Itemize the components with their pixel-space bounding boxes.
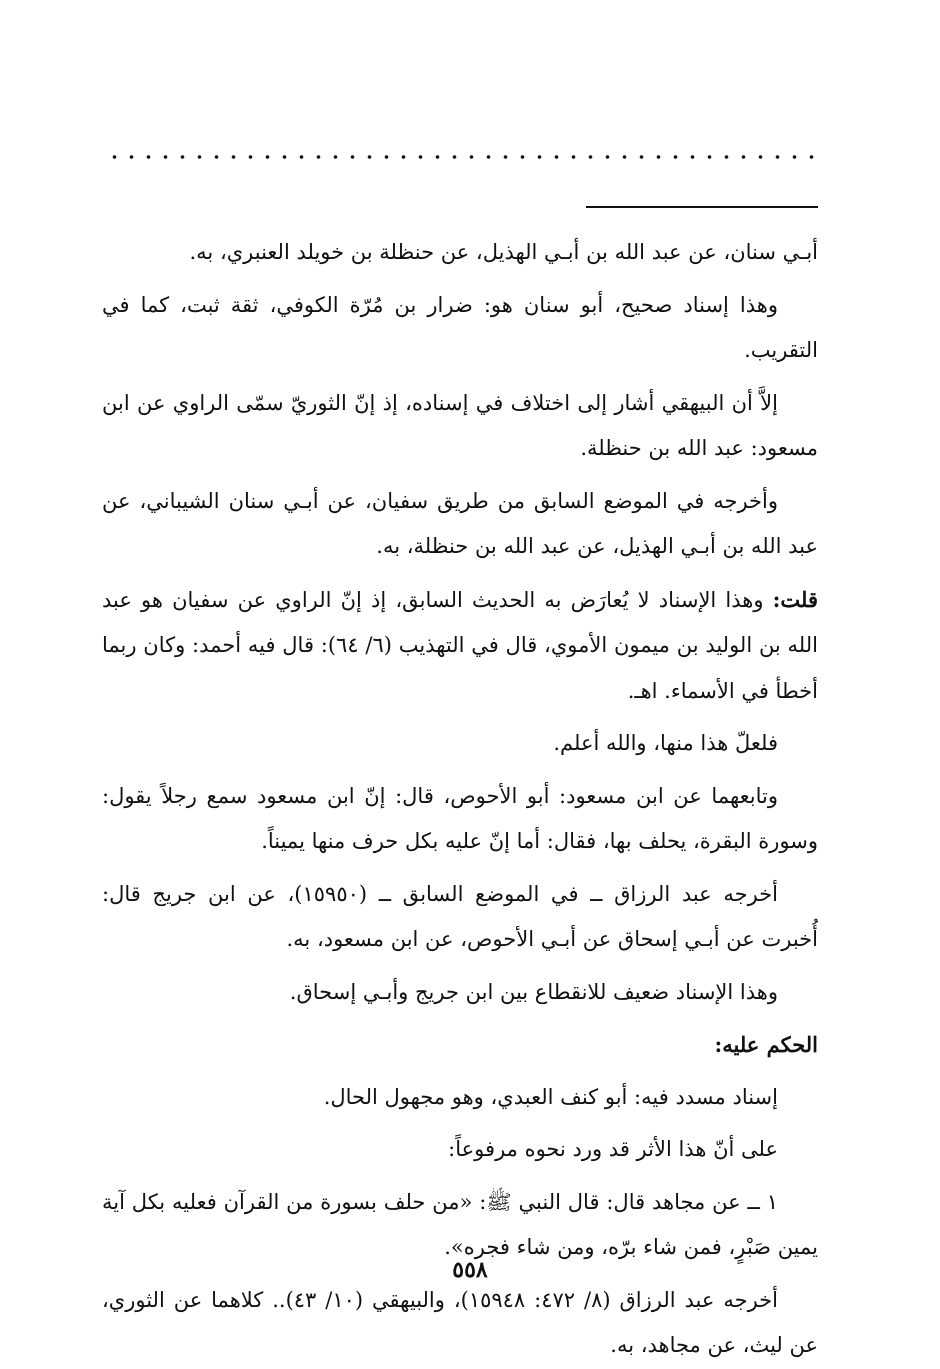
paragraph-14: أخرجه عبد الرزاق (٨/ ٤٧٢: ١٥٩٤٨)، والبيهقي (١٠/ ٤٣).. كلاهما عن الثوري، عن ليث، عن مجاهد، به. (102, 1287, 818, 1357)
paragraph-7: وتابعهما عن ابن مسعود: أبو الأحوص، قال: إنّ ابن مسعود سمع رجلاً يقول: وسورة البقرة، يحلف بها، فقال: أما إنّ عليه بكل حرف منها يميناً. (102, 783, 818, 853)
paragraph-5-text: وهذا الإسناد لا يُعارَض به الحديث السابق، إذ إنّ الراوي عن سفيان هو عبد الله بن الوليد بن ميمون الأموي، قال في التهذيب (٦/ ٦٤): قال فيه أحمد: وكان ربما أخطأ في الأسماء. اهـ. (102, 587, 818, 703)
paragraph-13: ١ ــ عن مجاهد قال: قال النبي ﷺ: «من حلف بسورة من القرآن فعليه بكل آية يمين صَبْرٍ، فمن شاء برّه، ومن شاء فجره». (102, 1189, 818, 1259)
dotted-separator (106, 150, 818, 164)
paragraph-4: وأخرجه في الموضع السابق من طريق سفيان، عن أبـي سنان الشيباني، عن عبد الله بن أبـي الهذيل، عن عبد الله بن حنظلة، به. (102, 488, 818, 558)
paragraph-2: وهذا إسناد صحيح، أبو سنان هو: ضرار بن مُرّة الكوفي، ثقة ثبت، كما في التقريب. (102, 292, 818, 362)
paragraph-9: وهذا الإسناد ضعيف للانقطاع بين ابن جريج وأبـي إسحاق. (289, 979, 778, 1004)
page-body (102, 230, 818, 1369)
paragraph-8: أخرجه عبد الرزاق ــ في الموضع السابق ــ (١٥٩٥٠)، عن ابن جريج قال: أُخبرت عن أبـي إسحاق عن أبـي الأحوص، عن ابن مسعود، به. (102, 881, 818, 951)
paragraph-5 (102, 577, 818, 715)
paragraph-11: إسناد مسدد فيه: أبو كنف العبدي، وهو مجهول الحال. (323, 1084, 778, 1109)
qult-lead: قلت: (772, 586, 818, 612)
paragraph-6: فلعلّ هذا منها، والله أعلم. (553, 731, 778, 755)
page-number: ٥٥٨ (452, 1257, 488, 1283)
section-heading: الحكم عليه: (714, 1032, 818, 1057)
footnote-rule (586, 206, 818, 208)
paragraph-12: على أنّ هذا الأثر قد ورد نحوه مرفوعاً: (448, 1137, 778, 1161)
paragraph-3: إلاَّ أن البيهقي أشار إلى اختلاف في إسناده، إذ إنّ الثوريّ سمّى الراوي عن ابن مسعود: عبد الله بن حنظلة. (102, 390, 818, 460)
paragraph-1: أبـي سنان، عن عبد الله بن أبـي الهذيل، عن حنظلة بن خويلد العنبري، به. (189, 240, 818, 264)
